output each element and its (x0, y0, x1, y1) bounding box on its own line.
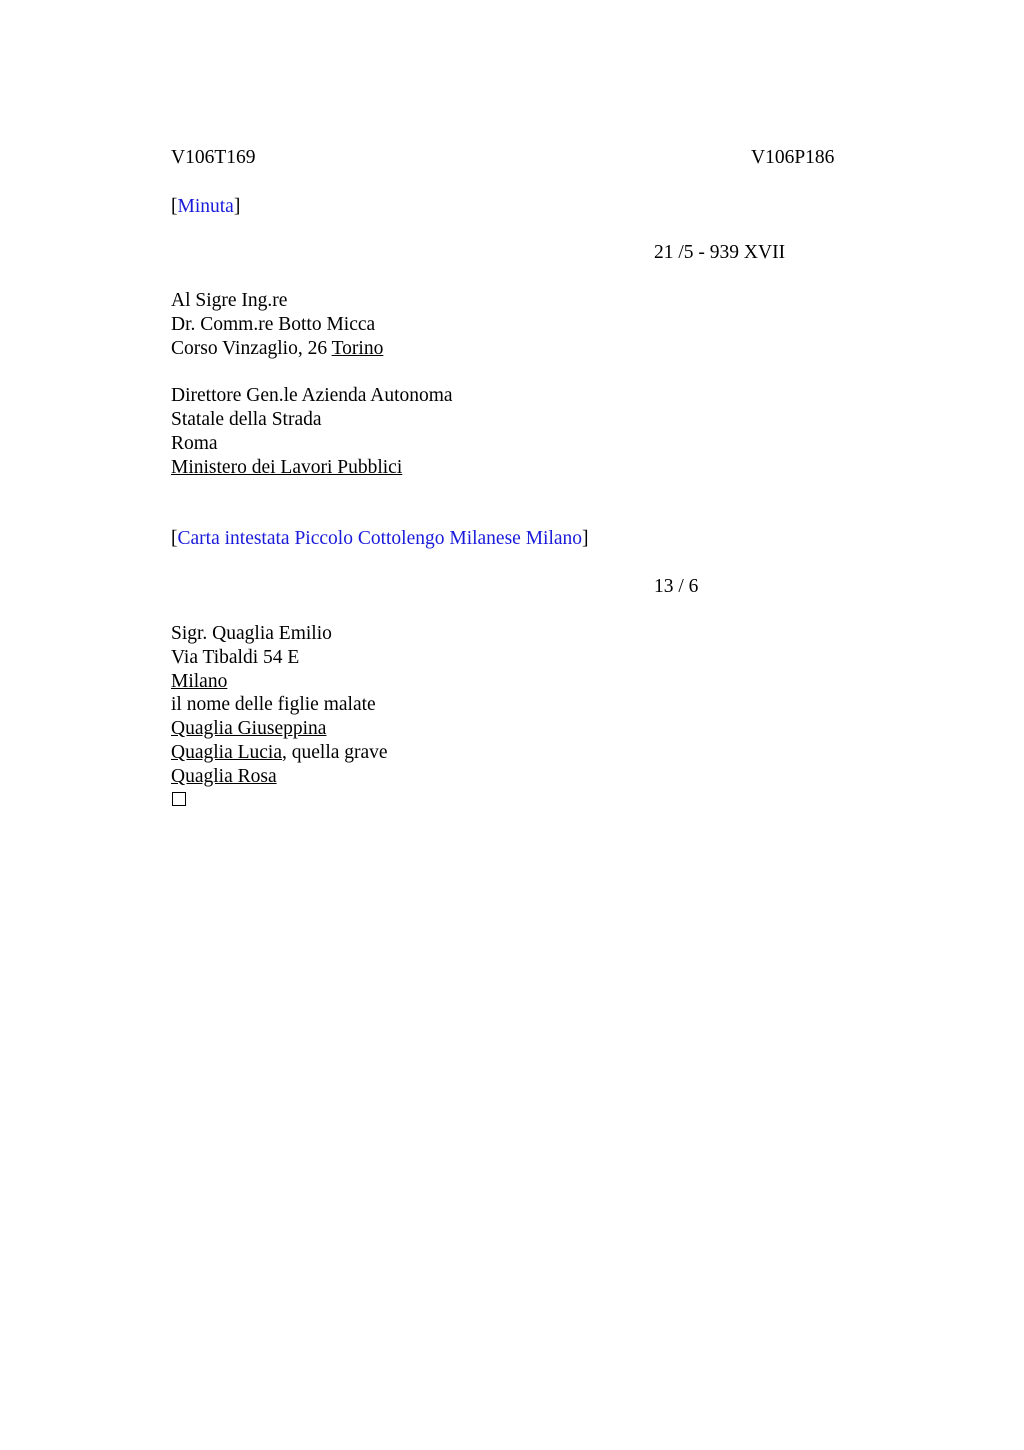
bracket-open: [ (171, 196, 178, 217)
body-line-7: Quaglia Rosa (171, 766, 277, 787)
recipient-line-3: Roma (171, 433, 218, 454)
bracket-open: [ (171, 528, 178, 549)
bracket-close: ] (582, 528, 589, 549)
page-code-right: V106P186 (751, 147, 835, 168)
recipient-line-1: Direttore Gen.le Azienda Autonoma (171, 385, 453, 406)
daughter-name: Quaglia Lucia (171, 742, 282, 763)
note-text: Minuta (177, 196, 234, 217)
body-line-1: Sigr. Quaglia Emilio (171, 623, 332, 644)
body-line-5: Quaglia Giuseppina (171, 718, 327, 739)
recipient-line-4: Ministero dei Lavori Pubblici (171, 457, 403, 478)
address-city: Torino (331, 338, 384, 359)
note-text: Carta intestata Piccolo Cottolengo Milanese Milano (177, 528, 583, 549)
document-code-left: V106T169 (171, 147, 256, 168)
letter-date: 21 /5 - 939 XVII (654, 242, 786, 263)
square-glyph-icon (172, 792, 186, 806)
bracket-close: ] (233, 196, 241, 217)
editorial-note-minuta (171, 195, 240, 219)
address-street: Corso Vinzaglio, 26 (171, 338, 332, 359)
daughter-note: , quella grave (282, 742, 388, 763)
body-line-4: il nome delle figlie malate (171, 694, 376, 715)
body-line-3: Milano (171, 671, 228, 692)
addressee-line-3 (171, 337, 383, 361)
editorial-note-letterhead (171, 527, 589, 551)
second-date: 13 / 6 (654, 576, 699, 597)
body-line-6 (171, 741, 388, 765)
recipient-line-2: Statale della Strada (171, 409, 322, 430)
addressee-line-2: Dr. Comm.re Botto Micca (171, 314, 376, 335)
addressee-line-1: Al Sigre Ing.re (171, 290, 288, 311)
body-line-2: Via Tibaldi 54 E (171, 647, 300, 668)
